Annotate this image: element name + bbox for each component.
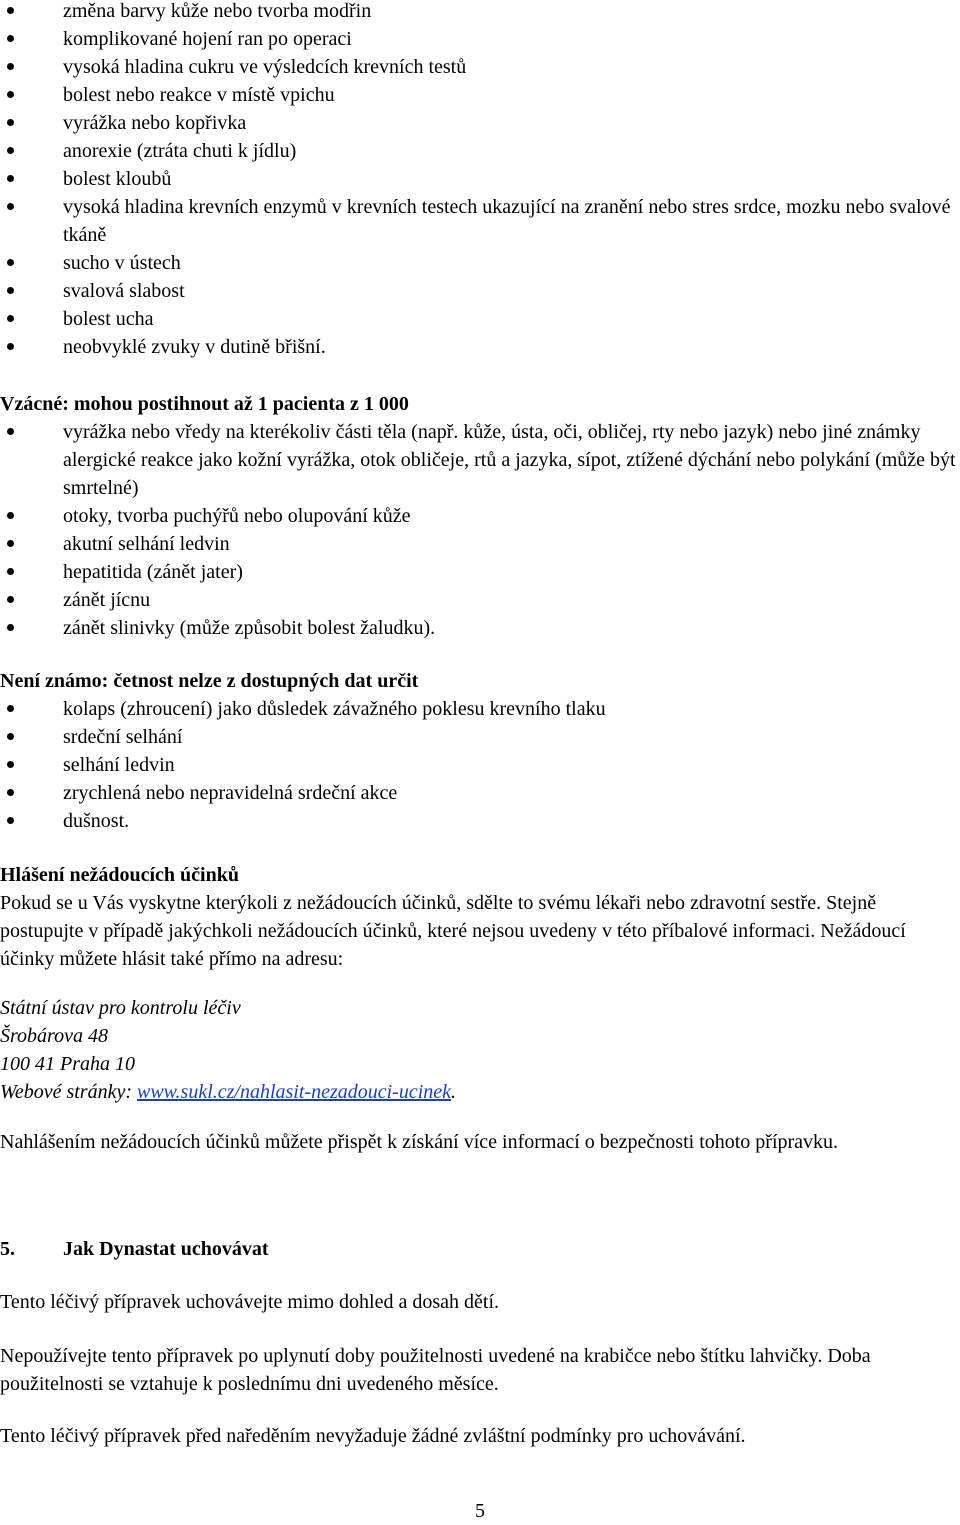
reporting-heading: Hlášení nežádoucích účinků [0,864,239,886]
section-5-heading [0,1235,958,1263]
list-item: neobvyklé zvuky v dutině břišní. [0,333,958,361]
section-number: 5. [0,1238,15,1260]
list-item: vyrážka nebo kopřivka [0,109,958,137]
list-item: hepatitida (zánět jater) [0,558,958,586]
unknown-frequency-section [0,667,958,835]
list-item: otoky, tvorba puchýřů nebo olupování kůže [0,502,958,530]
reporting-website-link[interactable]: www.sukl.cz/nahlasit-nezadouci-ucinek [137,1081,452,1103]
web-label: Webové stránky: [0,1081,137,1103]
web-suffix: . [451,1081,457,1103]
reporting-section [0,861,958,973]
list-item: akutní selhání ledvin [0,530,958,558]
list-item: zrychlená nebo nepravidelná srdeční akce [0,779,958,807]
common-side-effects-list [0,0,958,361]
reporting-paragraph: Pokud se u Vás vyskytne kterýkoli z nežádoucích účinků, sdělte to svému lékaři nebo zdravotní sestře. Stejně postupujte v případě jakýchkoli nežádoucích účinků, které nejsou uvedeny v této příbalové informaci. Nežádoucí účinky můžete hlásit také přímo na adresu: [0,892,906,970]
storage-paragraph-3: Tento léčivý přípravek před naředěním nevyžaduje žádné zvláštní podmínky pro uchovávání. [0,1425,746,1447]
list-item: zánět jícnu [0,586,958,614]
list-item: selhání ledvin [0,751,958,779]
storage-paragraph-1: Tento léčivý přípravek uchovávejte mimo dohled a dosah dětí. [0,1291,500,1313]
address-web-line [0,1078,958,1106]
list-item: vysoká hladina cukru ve výsledcích krevních testů [0,53,958,81]
list-item: dušnost. [0,807,958,835]
list-item: bolest ucha [0,305,958,333]
list-item: kolaps (zhroucení) jako důsledek závažného poklesu krevního tlaku [0,695,958,723]
list-item: svalová slabost [0,277,958,305]
list-item: bolest kloubů [0,165,958,193]
list-item: vyrážka nebo vředy na kterékoliv části těla (např. kůže, ústa, oči, obličej, rty nebo jazyk) nebo jiné známky alergické reakce jako kožní vyrážka, otok obličeje, rtů a jazyka, sípot, ztížené dýchání nebo polykání (může být smrtelné) [0,418,958,502]
address-line-city: 100 41 Praha 10 [0,1053,135,1075]
section-title: Jak Dynastat uchovávat [63,1238,269,1260]
list-item: vysoká hladina krevních enzymů v krevních testech ukazující na zranění nebo stres srdce, mozku nebo svalové tkáně [0,193,958,249]
page-number: 5 [475,1500,485,1522]
unknown-frequency-list [0,695,958,835]
storage-paragraph-2: Nepoužívejte tento přípravek po uplynutí doby použitelnosti uvedené na krabičce nebo štítku lahvičky. Doba použitelnosti se vztahuje k poslednímu dni uvedeného měsíce. [0,1345,871,1395]
address-line-institution: Státní ústav pro kontrolu léčiv [0,997,241,1019]
address-line-street: Šrobárova 48 [0,1025,108,1047]
rare-side-effects-list [0,418,958,642]
rare-heading: Vzácné: mohou postihnout až 1 pacienta z 1 000 [0,393,409,415]
common-side-effects-section [0,0,958,361]
list-item: zánět slinivky (může způsobit bolest žaludku). [0,614,958,642]
unknown-frequency-heading: Není známo: četnost nelze z dostupných dat určit [0,670,419,692]
list-item: anorexie (ztráta chuti k jídlu) [0,137,958,165]
list-item: sucho v ústech [0,249,958,277]
list-item: změna barvy kůže nebo tvorba modřin [0,0,958,25]
rare-side-effects-section [0,390,958,642]
list-item: bolest nebo reakce v místě vpichu [0,81,958,109]
list-item: srdeční selhání [0,723,958,751]
reporting-closing-paragraph: Nahlášením nežádoucích účinků můžete přispět k získání více informací o bezpečnosti tohoto přípravku. [0,1131,839,1153]
authority-address [0,994,958,1106]
list-item: komplikované hojení ran po operaci [0,25,958,53]
